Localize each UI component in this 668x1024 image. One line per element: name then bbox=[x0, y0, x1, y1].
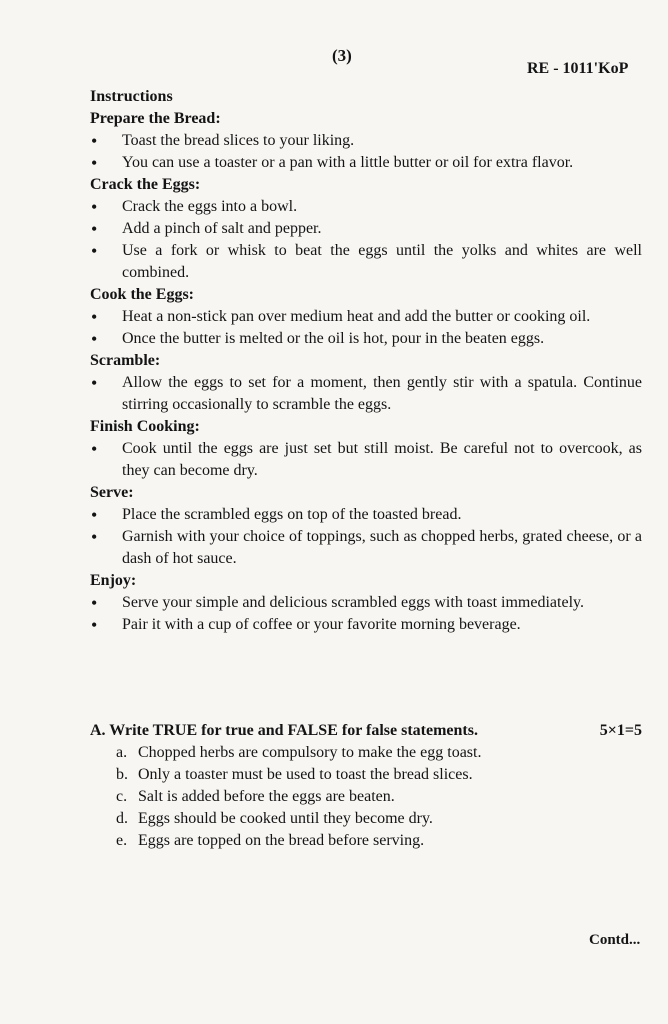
bullet-item: • Heat a non-stick pan over medium heat and add the butter or cooking oil. bbox=[90, 306, 642, 328]
statement-item bbox=[116, 742, 642, 764]
exercise-header bbox=[90, 720, 642, 742]
statement-text: Only a toaster must be used to toast the bread slices. bbox=[138, 766, 473, 783]
section-prepare-bread bbox=[90, 108, 642, 174]
bullet-item: • Cook until the eggs are just set but still moist. Be careful not to overcook, as they can become dry. bbox=[90, 438, 642, 482]
statement-text: Chopped herbs are compulsory to make the egg toast. bbox=[138, 744, 482, 761]
section-heading: Cook the Eggs: bbox=[90, 286, 195, 303]
section-heading: Crack the Eggs: bbox=[90, 176, 201, 193]
bullet-item: • Allow the eggs to set for a moment, then gently stir with a spatula. Continue stirring occasionally to scramble the eggs. bbox=[90, 372, 642, 416]
bullet-item: • Toast the bread slices to your liking. bbox=[90, 130, 642, 152]
statement-item bbox=[116, 764, 642, 786]
bullet-item: • You can use a toaster or a pan with a little butter or oil for extra flavor. bbox=[90, 152, 642, 174]
bullet-item: • Pair it with a cup of coffee or your favorite morning beverage. bbox=[90, 614, 642, 636]
bullet-item: • Place the scrambled eggs on top of the toasted bread. bbox=[90, 504, 642, 526]
bullet-item: • Once the butter is melted or the oil is hot, pour in the beaten eggs. bbox=[90, 328, 642, 350]
section-heading: Enjoy: bbox=[90, 572, 137, 589]
section-finish-cooking bbox=[90, 416, 642, 482]
statement-item bbox=[116, 830, 642, 852]
section-enjoy bbox=[90, 570, 642, 636]
statement-list bbox=[90, 742, 642, 852]
bullet-list bbox=[90, 372, 642, 416]
instructions-section bbox=[90, 86, 642, 636]
bullet-list bbox=[90, 438, 642, 482]
statement-text: Eggs are topped on the bread before serving. bbox=[138, 832, 425, 849]
section-heading: Scramble: bbox=[90, 352, 161, 369]
statement-text: Salt is added before the eggs are beaten. bbox=[138, 788, 395, 805]
bullet-list bbox=[90, 196, 642, 284]
section-heading: Finish Cooking: bbox=[90, 418, 200, 435]
section-serve bbox=[90, 482, 642, 570]
section-cook-eggs bbox=[90, 284, 642, 350]
statement-item bbox=[116, 786, 642, 808]
bullet-item: • Crack the eggs into a bowl. bbox=[90, 196, 642, 218]
exercise-section bbox=[90, 720, 642, 852]
bullet-item: • Add a pinch of salt and pepper. bbox=[90, 218, 642, 240]
statement-letter: d. bbox=[116, 810, 128, 827]
statement-text: Eggs should be cooked until they become dry. bbox=[138, 810, 433, 827]
exercise-marks: 5×1=5 bbox=[599, 722, 642, 739]
page-number: (3) bbox=[332, 46, 352, 65]
paper-code: RE - 1011'KoP bbox=[527, 60, 629, 77]
bullet-item: • Garnish with your choice of toppings, such as chopped herbs, grated cheese, or a dash of hot sauce. bbox=[90, 526, 642, 570]
bullet-item: • Use a fork or whisk to beat the eggs until the yolks and whites are well combined. bbox=[90, 240, 642, 284]
statement-letter: e. bbox=[116, 832, 128, 849]
section-heading: Serve: bbox=[90, 484, 134, 501]
statement-letter: b. bbox=[116, 766, 128, 783]
bullet-item: • Serve your simple and delicious scrambled eggs with toast immediately. bbox=[90, 592, 642, 614]
statement-item bbox=[116, 808, 642, 830]
bullet-list bbox=[90, 504, 642, 570]
section-crack-eggs bbox=[90, 174, 642, 284]
section-scramble bbox=[90, 350, 642, 416]
bullet-list bbox=[90, 130, 642, 174]
bullet-list bbox=[90, 306, 642, 350]
bullet-list bbox=[90, 592, 642, 636]
section-heading: Prepare the Bread: bbox=[90, 110, 221, 127]
continued-label: Contd... bbox=[589, 932, 641, 948]
exercise-title: A. Write TRUE for true and FALSE for false statements. bbox=[90, 722, 478, 739]
statement-letter: a. bbox=[116, 744, 128, 761]
statement-letter: c. bbox=[116, 788, 128, 805]
instructions-title: Instructions bbox=[90, 88, 173, 105]
